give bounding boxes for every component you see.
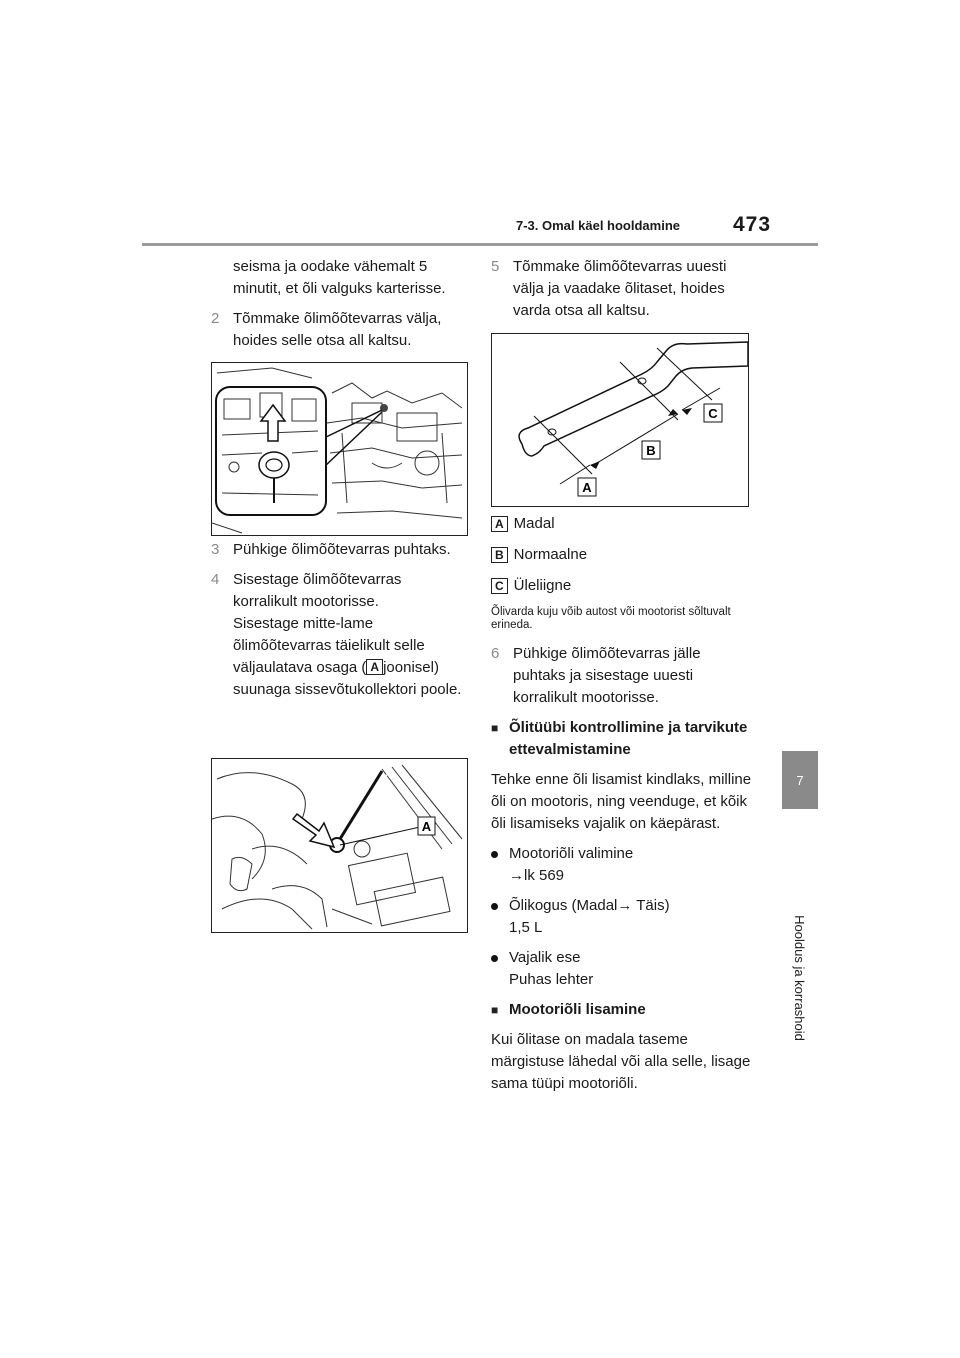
bullet-line: 1,5 L — [509, 919, 543, 936]
chapter-tab — [782, 751, 818, 809]
right-column-bottom — [491, 513, 753, 1103]
level-label-b: B — [646, 443, 656, 458]
step-number: 5 — [491, 258, 500, 275]
step-5 — [491, 256, 751, 322]
step-text — [233, 569, 469, 701]
bullet-item — [491, 947, 753, 991]
bullet-line: Vajalik ese — [509, 949, 581, 966]
bullet-item — [491, 895, 753, 939]
figure-2-label: A — [421, 819, 432, 834]
bullet-icon — [491, 895, 509, 939]
step-4-text-a: Sisestage õlimõõtevarras korralikult mootorisse. — [233, 571, 402, 610]
section-body: Tehke enne õli lisamist kindlaks, milline õli on mootoris, ning veenduge, et kõik õli lisamiseks vajalik on käepärast. — [491, 771, 752, 832]
step-text: Pühkige õlimõõtevarras puhtaks. — [233, 541, 451, 558]
bullet-line: Õlikogus (Madal→ Täis) — [509, 897, 670, 914]
section-heading-add-oil — [491, 999, 753, 1021]
step-2 — [211, 308, 469, 352]
step-text: Tõmmake õlimõõtevarras uuesti välja ja vaadake õlitaset, hoides varda otsa all kaltsu. — [513, 258, 727, 319]
section-body: Kui õlitase on madala taseme märgistuse lähedal või alla selle, lisage sama tüüpi mootoriõli. — [491, 1031, 751, 1092]
section-marker-icon: ■ — [491, 1003, 499, 1017]
left-column-bottom — [211, 539, 469, 709]
section-heading-oil-type — [491, 717, 753, 761]
section-title-text: Õlitüübi kontrollimine ja tarvikute ettevalmistamine — [509, 719, 748, 758]
chapter-title: Hooldus ja korrashoid — [792, 915, 808, 1041]
insert-illustration — [212, 759, 467, 932]
step-number: 3 — [211, 541, 220, 558]
bullet-line: →lk 569 — [509, 867, 565, 884]
step-number: 4 — [211, 571, 220, 588]
step-text: Pühkige õlimõõtevarras jälle puhtaks ja sisestage uuesti korralikult mootorisse. — [513, 645, 701, 706]
bullet-icon — [491, 947, 509, 991]
legend-item-excess — [491, 575, 753, 597]
engine-illustration — [212, 363, 467, 535]
step-number: 2 — [211, 310, 220, 327]
step-3 — [211, 539, 469, 561]
section-marker-icon: ■ — [491, 721, 499, 735]
legend-item-low — [491, 513, 753, 535]
legend-key: A — [491, 516, 508, 532]
legend-label: Üleliigne — [513, 577, 572, 594]
legend-key: B — [491, 547, 508, 563]
intro-text: seisma ja oodake vähemalt 5 minutit, et õli valguks karterisse. — [233, 258, 446, 297]
dipstick-illustration — [492, 334, 748, 506]
dipstick-engine-figure — [211, 362, 468, 536]
section-title: 7-3. Omal käel hooldamine — [516, 218, 680, 233]
bullet-line: Mootoriõli valimine — [509, 845, 634, 862]
step-text: Tõmmake õlimõõtevarras välja, hoides selle otsa all kaltsu. — [233, 310, 442, 349]
bullet-icon — [491, 843, 509, 887]
bullet-item — [491, 843, 753, 887]
legend-key: C — [491, 578, 508, 594]
step-4 — [211, 569, 469, 701]
step-4-text-c: joonisel) suunaga sissevõtukollektori poole. — [233, 659, 462, 698]
header-rule — [142, 243, 818, 246]
legend-label: Normaalne — [513, 546, 588, 563]
legend-item-normal — [491, 544, 753, 566]
section-title-text: Mootoriõli lisamine — [509, 1001, 646, 1018]
right-column-top — [491, 256, 751, 330]
legend-label: Madal — [513, 515, 555, 532]
dipstick-level-figure — [491, 333, 749, 507]
step-number: 6 — [491, 645, 500, 662]
dipstick-insert-figure — [211, 758, 468, 933]
step-6 — [491, 643, 753, 709]
figure-note: Õlivarda kuju võib autost või mootorist sõltuvalt erineda. — [491, 606, 731, 631]
arrow-down-icon — [293, 814, 334, 847]
level-label-a: A — [582, 480, 592, 495]
step-4-text-b: Sisestage mitte-lame õlimõõtevarras täielikult selle väljaulatava osaga ( — [233, 615, 425, 676]
chapter-side-label — [790, 915, 810, 1041]
level-label-c: C — [708, 406, 718, 421]
bullet-line: Puhas lehter — [509, 971, 594, 988]
figure-reference-label: A — [366, 659, 383, 675]
page-number: 473 — [733, 213, 772, 236]
left-column-top — [211, 256, 469, 360]
chapter-number: 7 — [796, 772, 804, 788]
